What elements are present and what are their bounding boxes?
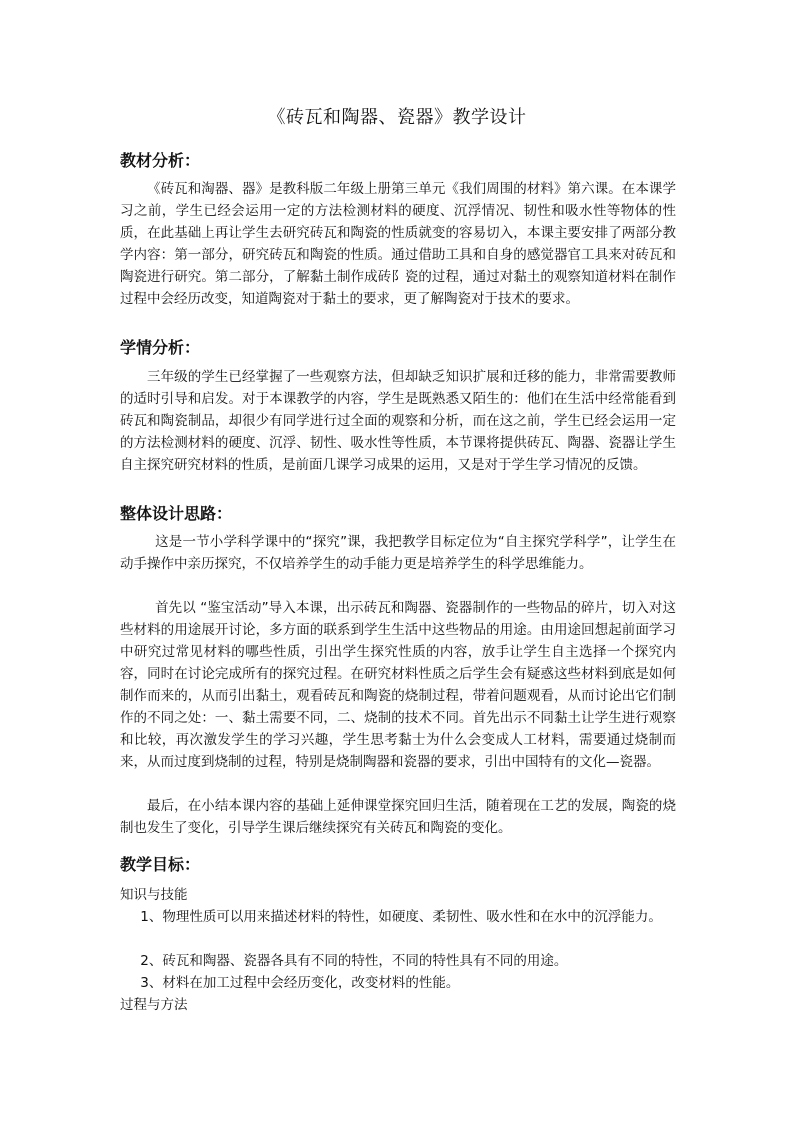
design-paragraph-2: 首先以 “鉴宝活动”导入本课，出示砖瓦和陶器、瓷器制作的一些物品的碎片，切入对这些材料的用途展开讨论，多方面的联系到学生生活中这些物品的用途。由用途回想起前面学习中研究过常见材料的哪些性质，引出学生探究性质的内容，放手让学生自主选择一个探究内容，同时在讨论完成所有的探究过程。在研究材料性质之后学生会有疑惑这些材料到底是如何制作而来的，从而引出黏土，观看砖瓦和陶瓷的烧制过程，带着问题观看，从而讨论出它们制作的不同之处：一、黏土需要不同，二、烧制的技术不同。首先出示不同黏土让学生进行观察和比较，再次激发学生的学习兴趣，学生思考黏士为什么会变成人工材料，需要通过烧制而来，从而过度到烧制的过程，特别是烧制陶器和瓷器的要求，引出中国特有的文化—瓷器。 xyxy=(120,600,676,770)
design-paragraph-1: 这是一节小学科学课中的“探究”课，我把教学目标定位为“自主探究学科学”，让学生在动手操作中亲历探究，不仅培养学生的动手能力更是培养学生的科学思维能力。 xyxy=(120,534,676,572)
goal-item-2: 2、砖瓦和陶器、瓷器各具有不同的特性，不同的特性具有不同的用途。 xyxy=(140,953,568,969)
section-heading-student-analysis: 学情分析： xyxy=(120,338,201,357)
section-heading-textbook-analysis: 教材分析： xyxy=(120,151,201,170)
section-heading-design-approach: 整体设计思路： xyxy=(120,504,233,523)
goals-subheading-knowledge-skills: 知识与技能 xyxy=(120,887,188,903)
goal-item-3: 3、材料在加工过程中会经历变化，改变材料的性能。 xyxy=(140,975,460,991)
student-analysis-paragraph: 三年级的学生已经掌握了一些观察方法，但却缺乏知识扩展和迁移的能力，非常需要教师的适时引导和启发。对于本课教学的内容，学生是既熟悉又陌生的：他们在生活中经常能看到砖瓦和陶瓷制品，却很少有同学进行过全面的观察和分析，而在这之前，学生已经会运用一定的方法检测材料的硬度、沉浮、韧性、吸水性等性质，本节课将提供砖瓦、陶器、瓷器让学生自主探究研究材料的性质，是前面几课学习成果的运用，又是对于学生学习情况的反馈。 xyxy=(120,369,676,473)
design-paragraph-3: 最后，在小结本课内容的基础上延伸课堂探究回归生活，随着现在工艺的发展，陶瓷的烧制也发生了变化，引导学生课后继续探究有关砖瓦和陶瓷的变化。 xyxy=(120,798,676,836)
section-heading-teaching-goals: 教学目标： xyxy=(120,855,201,874)
goals-subheading-process-methods: 过程与方法 xyxy=(120,997,188,1013)
document-title: 《砖瓦和陶器、瓷器》教学设计 xyxy=(267,107,527,128)
textbook-analysis-paragraph: 《砖瓦和淘器、器》是教科版二年级上册第三单元《我们周围的材料》第六课。在本课学习之前，学生已经会运用一定的方法检测材料的硬度、沉浮情况、韧性和吸水性等物体的性质，在此基础上再让学生去研究砖瓦和陶瓷的性质就变的容易切入，本课主要安排了两部分教学内容：第一部分，研究砖瓦和陶瓷的性质。通过借助工具和自身的感觉器官工具来对砖瓦和陶瓷进行研究。第二部分，了解黏土制作成砖阝瓷的过程，通过对黏土的观察知道材料在制作过程中会经历改变，知道陶瓷对于黏土的要求，更了解陶瓷对于技术的要求。 xyxy=(120,181,676,307)
goal-item-1: 1、物理性质可以用来描述材料的特性，如硬度、柔韧性、吸水性和在水中的沉浮能力。 xyxy=(140,909,662,925)
